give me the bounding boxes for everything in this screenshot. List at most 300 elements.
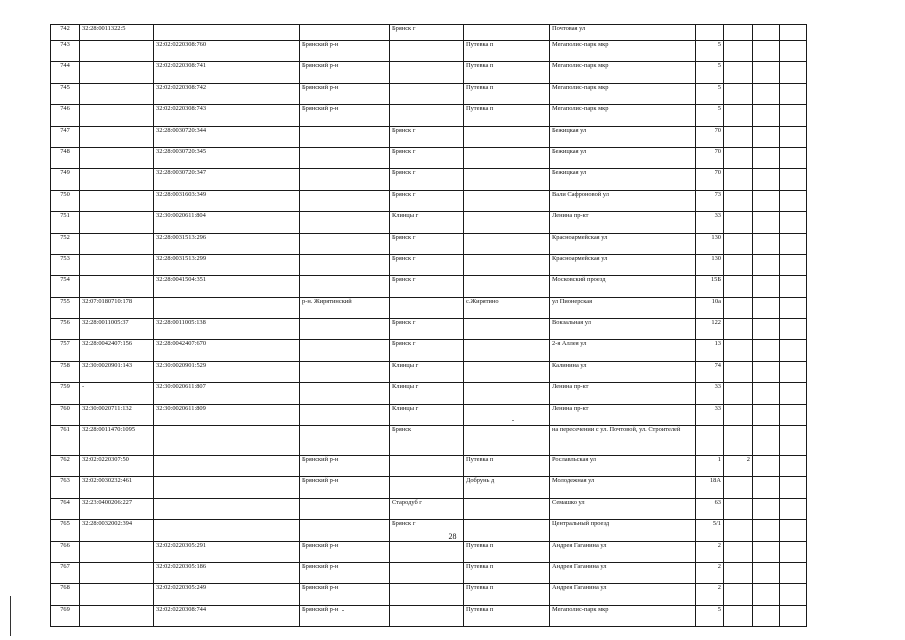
table-cell (464, 25, 550, 41)
table-cell: Путевка п (464, 562, 550, 583)
table-cell (753, 212, 780, 233)
table-cell (724, 361, 753, 382)
table-cell (780, 62, 807, 83)
table-cell: 32:28:0011470:1095 (80, 426, 154, 456)
table-cell (724, 190, 753, 211)
table-row (51, 319, 807, 340)
table-row (51, 190, 807, 211)
table-cell: Брянск г (390, 276, 464, 297)
table-cell (753, 276, 780, 297)
table-cell (80, 169, 154, 190)
table-cell: 32:28:0042407:156 (80, 340, 154, 361)
table-cell: 70 (696, 147, 724, 168)
table-cell: 13 (696, 340, 724, 361)
table-row (51, 477, 807, 498)
table-cell (300, 404, 390, 425)
table-cell (753, 233, 780, 254)
table-row (51, 456, 807, 477)
table-cell: 760 (51, 404, 80, 425)
table-cell: 1 (696, 456, 724, 477)
table-cell (753, 297, 780, 318)
table-cell: Ленина пр-кт (550, 404, 696, 425)
table-cell (300, 147, 390, 168)
table-cell (300, 340, 390, 361)
scan-speck (342, 610, 344, 611)
table-cell (696, 25, 724, 41)
table-cell: 5 (696, 105, 724, 126)
table-cell: Путевка п (464, 83, 550, 104)
table-cell: - (80, 383, 154, 404)
table-cell: 70 (696, 169, 724, 190)
table-cell: 5 (696, 83, 724, 104)
table-cell (780, 233, 807, 254)
table-cell (300, 426, 390, 456)
table-cell: 5 (696, 41, 724, 62)
table-cell: ул Пионерская (550, 297, 696, 318)
table-cell: Красноармейская ул (550, 233, 696, 254)
table-cell: 33 (696, 383, 724, 404)
table-cell (464, 190, 550, 211)
table-cell (154, 25, 300, 41)
table-cell: р-н. Жирятинский (300, 297, 390, 318)
table-cell: 751 (51, 212, 80, 233)
table-cell (780, 169, 807, 190)
table-cell (724, 169, 753, 190)
table-cell: 32:28:0031513:296 (154, 233, 300, 254)
table-cell (724, 426, 753, 456)
table-cell: 10а (696, 297, 724, 318)
table-cell: Клинцы г (390, 383, 464, 404)
table-cell (724, 340, 753, 361)
table-cell: Клинцы г (390, 404, 464, 425)
table-cell: 33 (696, 404, 724, 425)
table-cell: Путевка п (464, 541, 550, 562)
table-cell (724, 254, 753, 275)
table-cell (780, 498, 807, 519)
table-cell: Добрунь д (464, 477, 550, 498)
table-cell (464, 361, 550, 382)
table-cell: 32:28:0030720:344 (154, 126, 300, 147)
table-cell (724, 562, 753, 583)
table-cell (80, 254, 154, 275)
table-row (51, 25, 807, 41)
table-cell (464, 404, 550, 425)
table-cell: Брянский р-н (300, 562, 390, 583)
table-cell: 32:30:0020611:804 (154, 212, 300, 233)
table-cell (780, 297, 807, 318)
table-cell (80, 41, 154, 62)
table-cell (724, 498, 753, 519)
table-cell: Вокзальная ул (550, 319, 696, 340)
table-row (51, 62, 807, 83)
table-cell (390, 41, 464, 62)
table-cell (780, 383, 807, 404)
table-cell (753, 426, 780, 456)
table-cell (464, 498, 550, 519)
table-cell (780, 126, 807, 147)
table-cell: 32:28:0031513:299 (154, 254, 300, 275)
table-cell: 767 (51, 562, 80, 583)
table-cell (696, 426, 724, 456)
table-cell (724, 584, 753, 605)
table-cell (464, 276, 550, 297)
table-cell: 753 (51, 254, 80, 275)
table-cell: Клинцы г (390, 212, 464, 233)
table-cell: Брянск г (390, 233, 464, 254)
table-cell (154, 297, 300, 318)
table-cell: 32:28:0032002:394 (80, 520, 154, 541)
table-cell: 32:30:0020901:143 (80, 361, 154, 382)
table-cell (780, 212, 807, 233)
table-cell (780, 83, 807, 104)
table-cell: 745 (51, 83, 80, 104)
table-cell: Брянск г (390, 147, 464, 168)
table-cell (80, 83, 154, 104)
table-row (51, 126, 807, 147)
table-cell: 32:28:0031603:349 (154, 190, 300, 211)
table-cell (724, 83, 753, 104)
table-cell: Андрея Гаганина ул (550, 562, 696, 583)
scan-edge-mark (10, 596, 11, 636)
table-cell: 750 (51, 190, 80, 211)
table-cell: 752 (51, 233, 80, 254)
table-cell: 32:28:0042407:670 (154, 340, 300, 361)
table-cell: 32:30:0020901:529 (154, 361, 300, 382)
table-cell: Брянск г (390, 319, 464, 340)
table-cell (80, 105, 154, 126)
table-cell (780, 254, 807, 275)
table-cell (753, 25, 780, 41)
table-cell: 32:07:0180710:178 (80, 297, 154, 318)
table-cell (780, 605, 807, 626)
table-cell (390, 605, 464, 626)
table-cell: 32:28:0011322:5 (80, 25, 154, 41)
table-cell (300, 319, 390, 340)
table-cell: 5 (696, 62, 724, 83)
table-cell: Почтовая ул (550, 25, 696, 41)
table-cell (753, 404, 780, 425)
table-cell (753, 383, 780, 404)
table-cell: 70 (696, 126, 724, 147)
table-cell (390, 584, 464, 605)
table-cell: 33 (696, 212, 724, 233)
table-cell: Брянск г (390, 126, 464, 147)
table-cell (780, 456, 807, 477)
table-cell (780, 25, 807, 41)
table-cell (780, 426, 807, 456)
table-cell: Брянский р-н (300, 456, 390, 477)
table-cell (724, 25, 753, 41)
table-cell: Брянск г (390, 340, 464, 361)
table-cell: 32:02:0220308:744 (154, 605, 300, 626)
table-cell (753, 456, 780, 477)
table-cell (80, 233, 154, 254)
table-cell (780, 477, 807, 498)
table-cell (780, 276, 807, 297)
table-cell: 32:02:0030232:461 (80, 477, 154, 498)
table-cell: 746 (51, 105, 80, 126)
table-row (51, 41, 807, 62)
table-cell: Брянский р-н (300, 605, 390, 626)
table-cell: 763 (51, 477, 80, 498)
table-cell: Мегаполис-парк мкр (550, 605, 696, 626)
table-row (51, 562, 807, 583)
table-cell: 32:23:0400206:227 (80, 498, 154, 519)
table-cell: Брянский р-н (300, 41, 390, 62)
table-row (51, 383, 807, 404)
table-cell: 744 (51, 62, 80, 83)
table-cell (753, 105, 780, 126)
table-cell: Путевка п (464, 584, 550, 605)
table-cell (724, 233, 753, 254)
table-cell: 32:28:0030720:345 (154, 147, 300, 168)
table-cell: Калинина ул (550, 361, 696, 382)
table-cell (300, 233, 390, 254)
table-cell (80, 276, 154, 297)
table-row (51, 404, 807, 425)
table-cell: 2 (696, 584, 724, 605)
table-cell: 748 (51, 147, 80, 168)
table-cell (300, 212, 390, 233)
table-cell (300, 361, 390, 382)
table-cell: 758 (51, 361, 80, 382)
table-cell: 764 (51, 498, 80, 519)
table-cell: 5/1 (696, 520, 724, 541)
table-cell (464, 212, 550, 233)
table-cell (753, 498, 780, 519)
table-cell (724, 212, 753, 233)
table-cell: 32:02:0220308:743 (154, 105, 300, 126)
table-cell (753, 147, 780, 168)
table-cell (780, 319, 807, 340)
table-cell: 74 (696, 361, 724, 382)
table-cell: 2 (724, 456, 753, 477)
table-cell (80, 212, 154, 233)
table-cell (753, 319, 780, 340)
table-cell: 756 (51, 319, 80, 340)
table-cell: Брянский р-н (300, 477, 390, 498)
table-row (51, 340, 807, 361)
table-cell (464, 147, 550, 168)
table-cell (724, 477, 753, 498)
table-cell (80, 126, 154, 147)
table-cell (390, 62, 464, 83)
table-cell: 766 (51, 541, 80, 562)
table-cell: Ленина пр-кт (550, 383, 696, 404)
table-cell (300, 25, 390, 41)
table-cell (390, 541, 464, 562)
table-cell (780, 361, 807, 382)
table-cell (464, 126, 550, 147)
table-cell (390, 83, 464, 104)
table-cell (724, 62, 753, 83)
table-cell: 769 (51, 605, 80, 626)
table-cell (753, 41, 780, 62)
table-cell (753, 254, 780, 275)
table-cell (724, 147, 753, 168)
table-cell (724, 105, 753, 126)
table-cell (464, 233, 550, 254)
table-cell (300, 498, 390, 519)
table-cell (724, 319, 753, 340)
table-cell (780, 541, 807, 562)
table-cell: 742 (51, 25, 80, 41)
table-cell (780, 147, 807, 168)
table-cell (80, 147, 154, 168)
table-cell: 32:02:0220308:742 (154, 83, 300, 104)
table-cell: 743 (51, 41, 80, 62)
table-cell (780, 584, 807, 605)
table-cell: Мегаполис-парк мкр (550, 83, 696, 104)
table-cell: Центральный проезд (550, 520, 696, 541)
table-cell (724, 404, 753, 425)
table-cell (300, 276, 390, 297)
table-cell (300, 254, 390, 275)
scan-speck (512, 420, 514, 421)
table-cell: 73 (696, 190, 724, 211)
table-cell (80, 584, 154, 605)
table-row (51, 605, 807, 626)
table-cell (780, 41, 807, 62)
table-cell: 761 (51, 426, 80, 456)
table-cell (80, 541, 154, 562)
table-cell: Брянск г (390, 25, 464, 41)
table-cell: Андрея Гаганина ул (550, 541, 696, 562)
page-number: 28 (448, 532, 457, 541)
table-row (51, 147, 807, 168)
table-cell (300, 169, 390, 190)
table-cell: 32:02:0220307:50 (80, 456, 154, 477)
table-row (51, 276, 807, 297)
table-cell: 32:02:0220305:291 (154, 541, 300, 562)
table-cell: Брянский р-н (300, 584, 390, 605)
table-cell (753, 62, 780, 83)
table-row (51, 297, 807, 318)
table-cell (753, 340, 780, 361)
table-cell (464, 169, 550, 190)
table-cell (464, 319, 550, 340)
table-cell: 5 (696, 605, 724, 626)
table-cell: Семашко ул (550, 498, 696, 519)
table-cell (780, 404, 807, 425)
table-cell: 130 (696, 233, 724, 254)
table-cell (300, 126, 390, 147)
table-cell (753, 361, 780, 382)
table-cell (80, 62, 154, 83)
table-cell (300, 190, 390, 211)
table-row (51, 541, 807, 562)
table-cell (154, 456, 300, 477)
table-cell (753, 169, 780, 190)
table-cell (390, 477, 464, 498)
table-row (51, 584, 807, 605)
table-cell: Брянск г (390, 190, 464, 211)
table-cell: Брянск г (390, 520, 464, 541)
table-cell (753, 562, 780, 583)
table-cell (390, 456, 464, 477)
table-cell: 32:28:0011005:37 (80, 319, 154, 340)
table-cell (753, 190, 780, 211)
table-cell: 2-я Аллея ул (550, 340, 696, 361)
table-cell: 2 (696, 541, 724, 562)
table-cell: Брянск (390, 426, 464, 456)
table-cell (390, 562, 464, 583)
table-cell: 762 (51, 456, 80, 477)
table-cell: Клинцы г (390, 361, 464, 382)
table-cell (154, 498, 300, 519)
table-cell: 32:02:0220308:760 (154, 41, 300, 62)
table-cell: 755 (51, 297, 80, 318)
table-cell: с.Жирятино (464, 297, 550, 318)
table-row (51, 254, 807, 275)
table-cell (300, 383, 390, 404)
table-cell: Ленина пр-кт (550, 212, 696, 233)
table-cell: 759 (51, 383, 80, 404)
table-cell: Мегаполис-парк мкр (550, 105, 696, 126)
table-cell: Брянск г (390, 169, 464, 190)
table-cell: Брянский р-н (300, 83, 390, 104)
table-cell: Путевка п (464, 41, 550, 62)
table-cell (80, 605, 154, 626)
table-cell: 32:02:0220308:741 (154, 62, 300, 83)
table-cell: 32:30:0020611:807 (154, 383, 300, 404)
table-cell: Путевка п (464, 62, 550, 83)
table-cell (80, 190, 154, 211)
table-cell: Путевка п (464, 605, 550, 626)
table-cell: Мегаполис-парк мкр (550, 62, 696, 83)
table-cell: 32:28:0041504:351 (154, 276, 300, 297)
table-cell: Бежицкая ул (550, 169, 696, 190)
table-cell (464, 340, 550, 361)
table-row (51, 426, 807, 456)
table-cell: Бежицкая ул (550, 126, 696, 147)
table-cell (390, 297, 464, 318)
table-cell (464, 426, 550, 456)
table-cell: Московский проезд (550, 276, 696, 297)
table-cell: 63 (696, 498, 724, 519)
table-cell (80, 562, 154, 583)
table-cell: на пересечении с ул. Почтовой, ул. Строителей (550, 426, 696, 456)
table-cell: Стародуб г (390, 498, 464, 519)
table-cell (724, 276, 753, 297)
table-cell: 32:30:0020711:132 (80, 404, 154, 425)
table-cell (753, 126, 780, 147)
table-cell: Брянск г (390, 254, 464, 275)
table-row (51, 212, 807, 233)
table-row (51, 83, 807, 104)
table-cell: 130 (696, 254, 724, 275)
table-cell: 765 (51, 520, 80, 541)
table-row (51, 361, 807, 382)
table-cell: 749 (51, 169, 80, 190)
table-cell: 122 (696, 319, 724, 340)
table-row (51, 498, 807, 519)
table-cell (724, 541, 753, 562)
table-cell: 15Б (696, 276, 724, 297)
table-cell: 32:28:0011005:138 (154, 319, 300, 340)
table-cell (724, 383, 753, 404)
table-cell (724, 41, 753, 62)
table-cell: Брянский р-н (300, 62, 390, 83)
table-cell (154, 426, 300, 456)
table-cell (780, 105, 807, 126)
table-cell (753, 477, 780, 498)
table-cell: 18А (696, 477, 724, 498)
table-cell (753, 584, 780, 605)
table-cell (724, 297, 753, 318)
table-row (51, 105, 807, 126)
table-cell: Брянский р-н (300, 105, 390, 126)
